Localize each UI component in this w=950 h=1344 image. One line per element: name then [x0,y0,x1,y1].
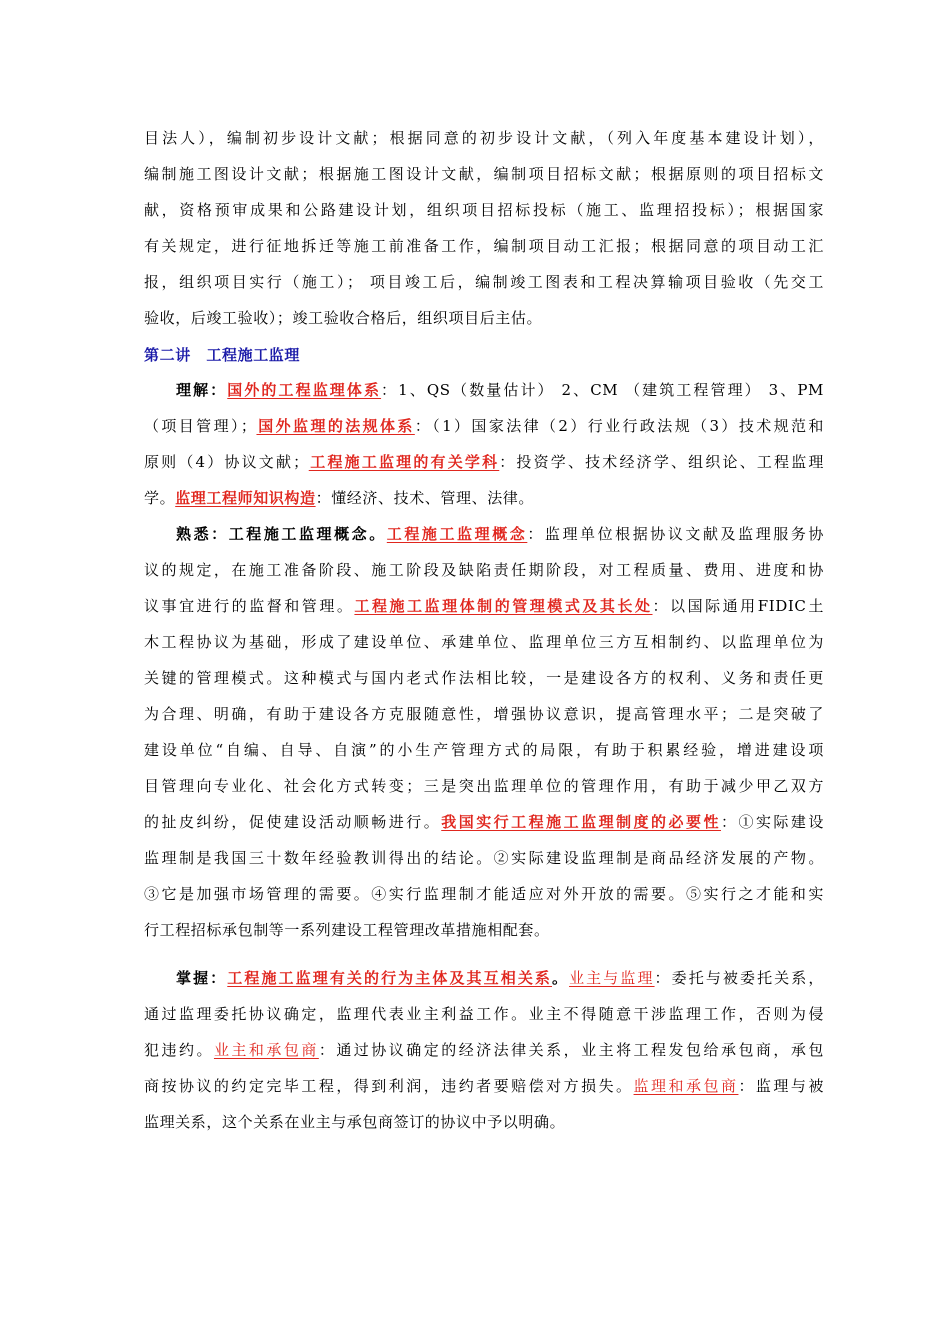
text-line [176,516,824,552]
text-run: 建设单位“自编、自导、自演”的小生产管理方式的局限，有助于积累经验，增进建设项 [144,741,824,759]
text-line [144,1068,824,1104]
text-run: 关键的管理模式。这种模式与国内老式作法相比较，一是建设各方的权利、义务和责任更 [144,669,824,687]
text-line [144,1032,824,1068]
text-line [144,156,824,192]
bold-label: 熟悉：工程施工监理概念。 [176,525,387,543]
highlighted-term: 监理工程师知识构造 [175,489,316,507]
text-line [144,768,824,804]
text-line [144,444,824,480]
bold-label: 。 [552,969,570,987]
text-run: 编制施工图设计文献；根据施工图设计文献，编制项目招标文献；根据原则的项目招标文 [144,165,824,183]
text-line [144,996,824,1032]
highlighted-term: 工程施工监理的有关学科 [308,453,500,471]
section-heading: 第二讲 工程施工监理 [144,346,301,364]
text-line [144,696,824,732]
text-line [144,337,824,373]
text-line [144,192,824,228]
text-line [144,1104,824,1140]
text-run: 目管理向专业化、社会化方式转变；三是突出监理单位的管理作用，有助于减少甲乙双方 [144,777,824,795]
text-line [144,120,824,156]
text-run: ③它是加强市场管理的需要。④实行监理制才能适应对外开放的需要。⑤实行之才能和实 [144,885,824,903]
text-line [144,660,824,696]
text-line [176,960,824,996]
text-line [144,408,824,444]
text-line [144,480,824,516]
bold-label: 理解： [176,381,228,399]
text-line [144,732,824,768]
highlighted-term: 业主与监理 [569,969,655,987]
text-run: ：①实际建设 [720,813,825,831]
text-run: 有关规定，进行征地拆迁等施工前准备工作，编制项目动工汇报；根据同意的项目动工汇 [144,237,824,255]
text-run: 通过监理委托协议确定，监理代表业主利益工作。业主不得随意干涉监理工作，否则为侵 [144,1005,824,1023]
text-run: ：懂经济、技术、管理、法律。 [315,489,535,507]
text-run: 原则（4）协议文献； [144,453,309,471]
highlighted-term: 工程施工监理概念 [386,525,528,543]
text-line [144,552,824,588]
text-run: ：1、QS（数量估计） 2、CM （建筑工程管理） 3、PM [381,381,824,399]
text-line [144,300,824,336]
text-run: 议的规定，在施工准备阶段、施工阶段及缺陷责任期阶段，对工程质量、费用、进度和协 [144,561,824,579]
text-run: 议事宜进行的监督和管理。 [144,597,355,615]
text-line [144,228,824,264]
text-run: 监理制是我国三十数年经验教训得出的结论。②实际建设监理制是商品经济发展的产物。 [144,849,824,867]
text-line [144,876,824,912]
highlighted-term: 国外的工程监理体系 [227,381,382,399]
text-run: ：投资学、技术经济学、组织论、工程监理 [499,453,825,471]
text-run: 犯违约。 [144,1041,214,1059]
text-run: 为合理、明确，有助于建设各方克服随意性，增强协议意识，提高管理水平；二是突破了 [144,705,824,723]
highlighted-term: 监理和承包商 [633,1077,739,1095]
text-run: ：委托与被委托关系， [654,969,824,987]
text-run: 的扯皮纠纷，促使建设活动顺畅进行。 [144,813,442,831]
text-run: ：监理与被 [738,1077,824,1095]
text-run: 监理关系，这个关系在业主与承包商签订的协议中予以明确。 [144,1113,566,1131]
text-run: 木工程协议为基础，形成了建设单位、承建单位、监理单位三方互相制约、以监理单位为 [144,633,824,651]
text-run: ：（1）国家法律（2）行业行政法规（3）技术规范和 [414,417,824,435]
highlighted-term: 业主和承包商 [213,1041,319,1059]
text-line [144,264,824,300]
text-run: ：以国际通用FIDIC土 [652,597,825,615]
text-line [144,840,824,876]
highlighted-term: 工程施工监理有关的行为主体及其互相关系 [227,969,552,987]
bold-label: 掌握： [176,969,228,987]
text-run: （项目管理）； [144,417,257,435]
text-run: ：监理单位根据协议文献及监理服务协 [527,525,824,543]
text-run: 目法人），编制初步设计文献；根据同意的初步设计文献，（列入年度基本建设计划）， [144,129,824,147]
text-run: 学。 [144,489,176,507]
text-run: ：通过协议确定的经济法律关系，业主将工程发包给承包商，承包 [318,1041,824,1059]
highlighted-term: 我国实行工程施工监理制度的必要性 [441,813,721,831]
text-line [144,588,824,624]
text-run: 献，资格预审成果和公路建设计划，组织项目招标投标（施工、监理招投标）；根据国家 [144,201,824,219]
text-run: 报，组织项目实行（施工）； 项目竣工后，编制竣工图表和工程决算输项目验收（先交工 [144,273,824,291]
highlighted-term: 工程施工监理体制的管理模式及其长处 [354,597,653,615]
text-run: 行工程招标承包制等一系列建设工程管理改革措施相配套。 [144,921,550,939]
text-line [176,372,824,408]
text-run: 验收，后竣工验收）；竣工验收合格后，组织项目后主估。 [144,309,543,327]
text-run: 商按协议的约定完毕工程，得到利润，违约者要赔偿对方损失。 [144,1077,634,1095]
text-line [144,804,824,840]
text-line [144,624,824,660]
text-line [144,912,824,948]
highlighted-term: 国外监理的法规体系 [256,417,415,435]
